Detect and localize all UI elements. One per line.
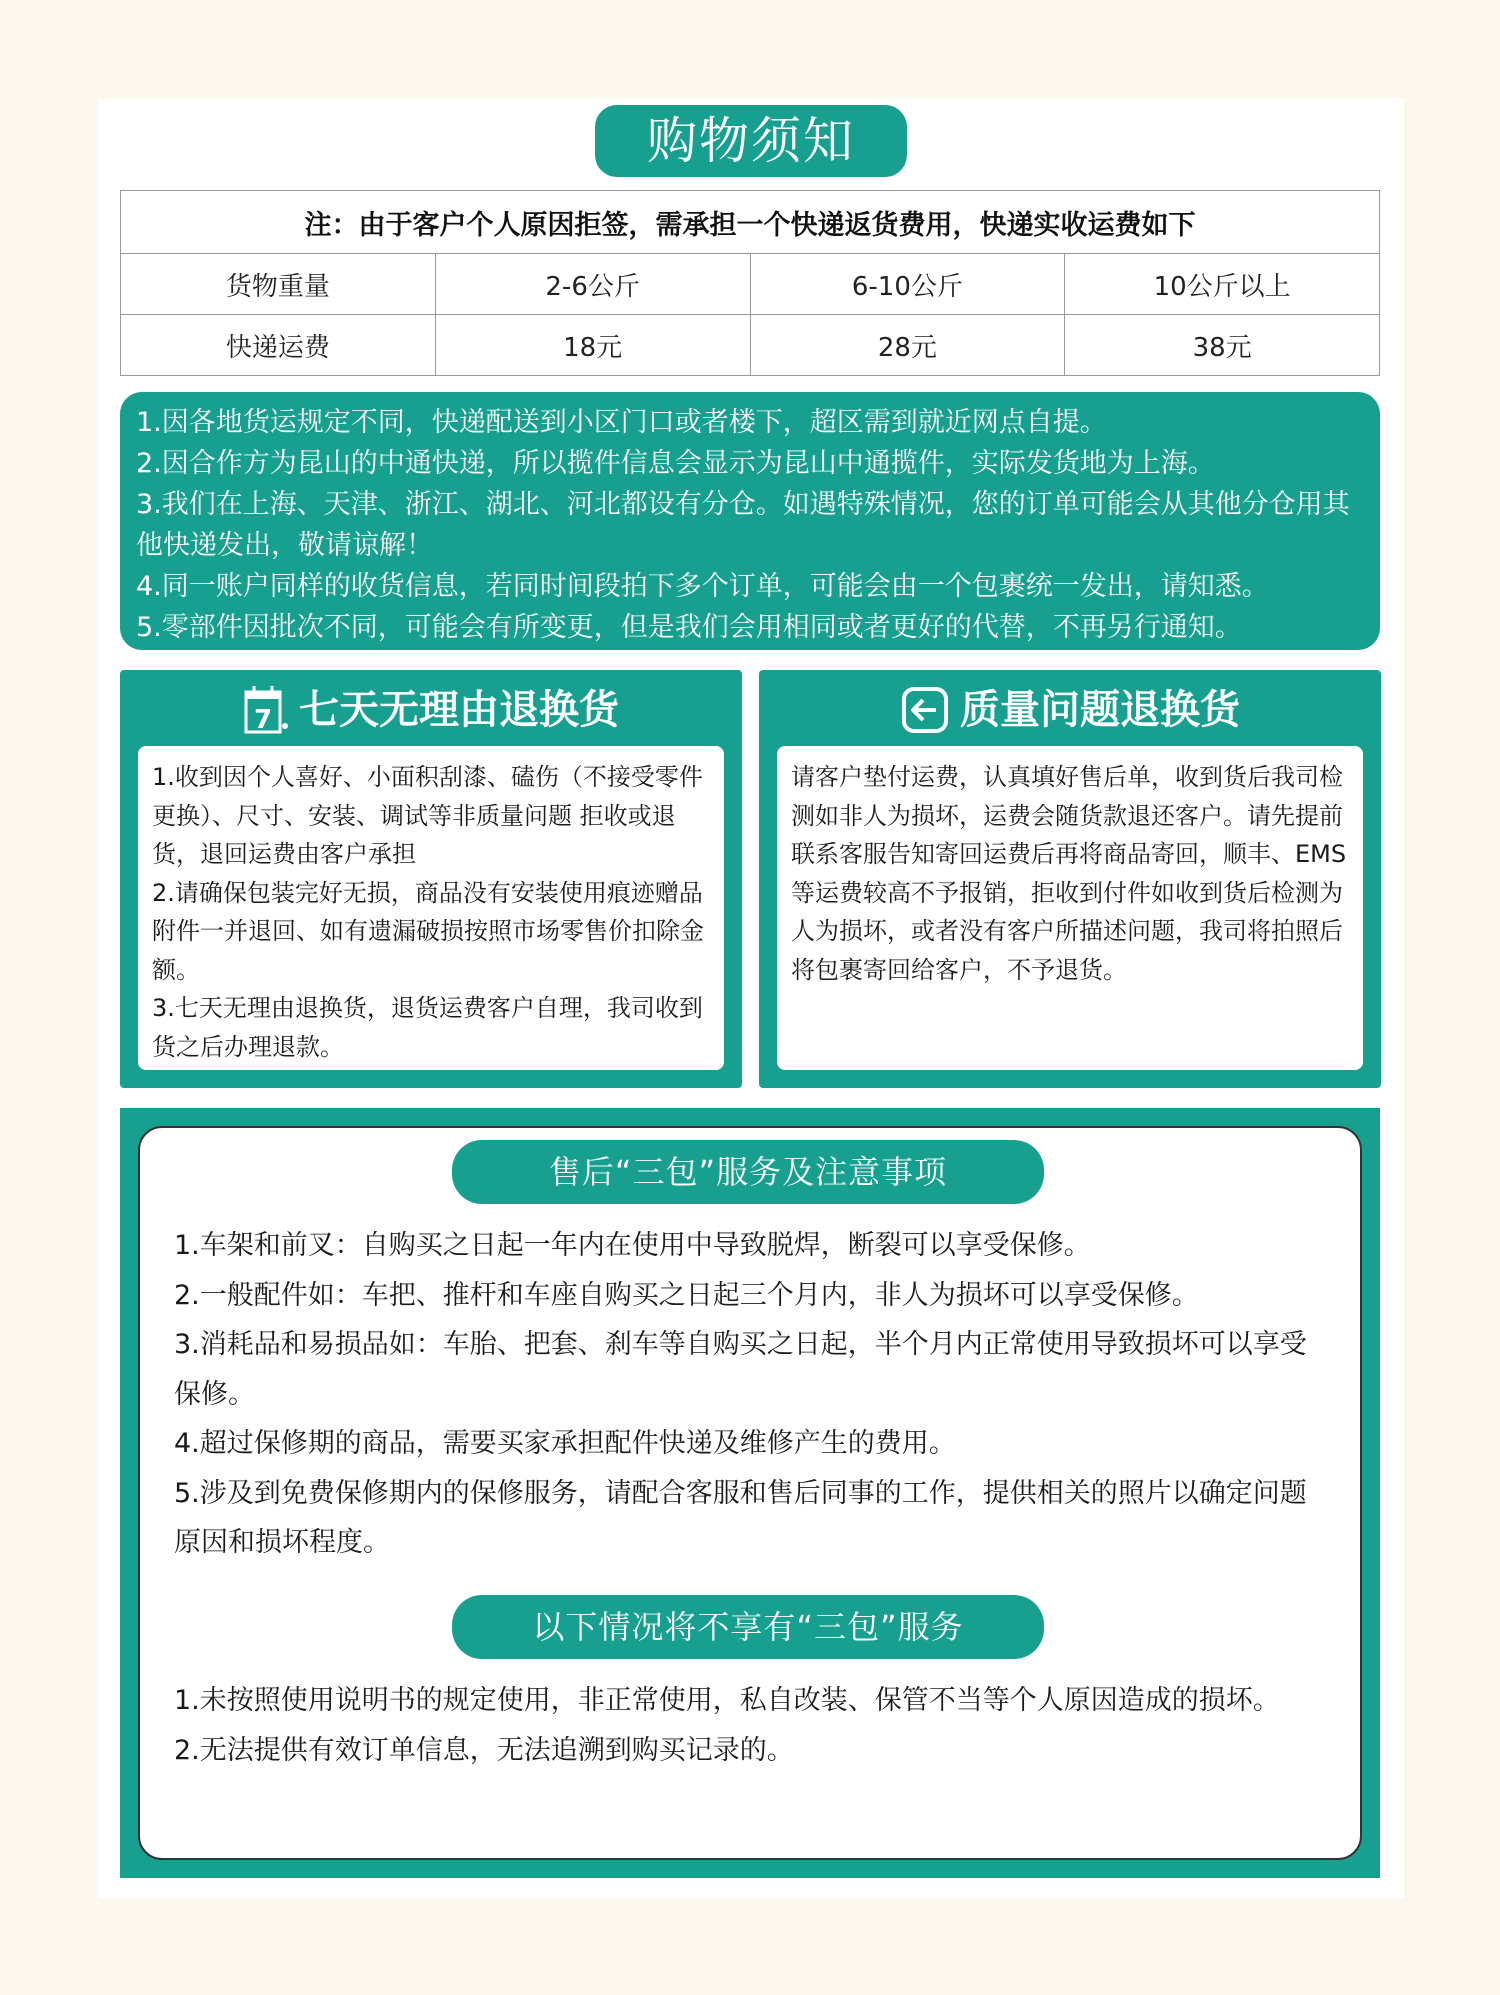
list-item: 1.收到因个人喜好、小面积刮漆、磕伤（不接受零件更换）、尺寸、安装、调试等非质量问题 拒收或退货，退回运费由客户承担 [152,763,703,868]
table-cell: 28元 [750,315,1065,376]
delivery-notice-block [120,392,1380,650]
list-item: 3.消耗品和易损品如：车胎、把套、刹车等自购买之日起，半个月内正常使用导致损坏可以享受保修。 [174,1329,1307,1410]
warranty-section [120,1108,1380,1878]
shopping-notice-sheet [98,98,1404,1898]
notice-item: 2.因合作方为昆山的中通快递，所以揽件信息会显示为昆山中通揽件，实际发货地为上海。 [136,448,1215,479]
calendar-icon [243,684,289,736]
seven-day-return-panel [120,670,742,1088]
table-cell: 10公斤以上 [1065,254,1380,315]
exclusion-title: 以下情况将不享有“三包”服务 [452,1595,1044,1659]
table-cell: 6-10公斤 [750,254,1065,315]
table-cell: 快递运费 [121,315,436,376]
table-cell: 2-6公斤 [435,254,750,315]
seven-day-return-body [138,746,724,1070]
shipping-fee-table [120,190,1380,376]
list-item: 1.未按照使用说明书的规定使用，非正常使用，私自改装、保管不当等个人原因造成的损坏。 [174,1685,1280,1716]
quality-return-title: 质量问题退换货 [960,687,1240,733]
warranty-list [174,1221,1330,1568]
shipping-note: 注：由于客户个人原因拒签，需承担一个快递返货费用，快递实收运费如下 [121,191,1380,254]
notice-item: 5.零部件因批次不同，可能会有所变更，但是我们会用相同或者更好的代替，不再另行通知。 [136,612,1242,643]
exclusion-list [174,1676,1330,1775]
list-item: 5.涉及到免费保修期内的保修服务，请配合客服和售后同事的工作，提供相关的照片以确定问题原因和损坏程度。 [174,1477,1307,1558]
page-title: 购物须知 [595,105,907,177]
calendar-icon-number: 7 [253,705,273,735]
quality-return-text: 请客户垫付运费，认真填好售后单，收到货后我司检测如非人为损坏，运费会随货款退还客户。请先提前联系客服告知寄回运费后再将商品寄回，顺丰、EMS等运费较高不予报销，拒收到付件如收到货后检测为人为损坏，或者没有客户所描述问题，我司将拍照后将包裹寄回给客户，不予退货。 [791,763,1347,984]
notice-item: 4.同一账户同样的收货信息，若同时间段拍下多个订单，可能会由一个包裹统一发出，请知悉。 [136,571,1269,602]
list-item: 2.无法提供有效订单信息，无法追溯到购买记录的。 [174,1734,794,1766]
quality-return-header [759,680,1381,740]
table-cell: 18元 [435,315,750,376]
return-arrow-icon [900,685,950,735]
warranty-title: 售后“三包”服务及注意事项 [452,1140,1044,1204]
list-item: 2.请确保包装完好无损，商品没有安装使用痕迹赠品附件一并退回、如有遗漏破损按照市场零售价扣除金额。 [152,878,704,984]
list-item: 1.车架和前叉：自购买之日起一年内在使用中导致脱焊，断裂可以享受保修。 [174,1230,1091,1261]
list-item: 2.一般配件如：车把、推杆和车座自购买之日起三个月内，非人为损坏可以享受保修。 [174,1279,1199,1311]
table-row [121,254,1380,315]
list-item: 4.超过保修期的商品，需要买家承担配件快递及维修产生的费用。 [174,1428,956,1459]
table-note-row [121,191,1380,254]
seven-day-return-header [120,680,742,740]
list-item: 3.七天无理由退换货，退货运费客户自理，我司收到货之后办理退款。 [152,994,703,1061]
notice-item: 3.我们在上海、天津、浙江、湖北、河北都设有分仓。如遇特殊情况，您的订单可能会从其他分仓用其他快递发出，敬请谅解！ [136,489,1350,561]
table-cell: 38元 [1065,315,1380,376]
warranty-card [138,1126,1362,1860]
seven-day-return-title: 七天无理由退换货 [299,687,619,733]
table-row [121,315,1380,376]
notice-item: 1.因各地货运规定不同，快递配送到小区门口或者楼下，超区需到就近网点自提。 [136,407,1107,438]
quality-return-body [777,746,1363,1070]
quality-return-panel [759,670,1381,1088]
table-cell: 货物重量 [121,254,436,315]
